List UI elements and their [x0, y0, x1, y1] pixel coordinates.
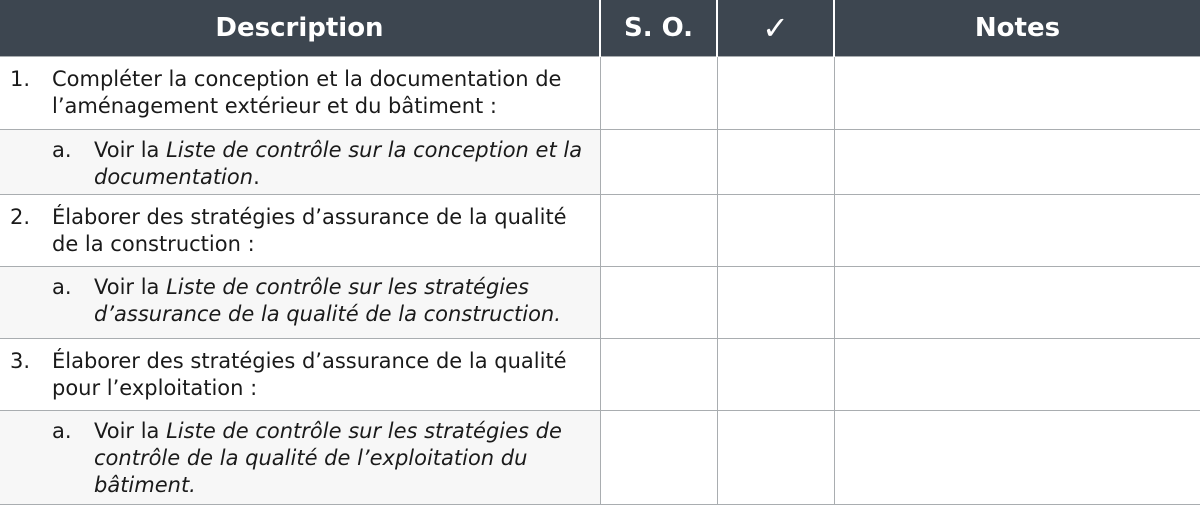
sub-item-prefix: Voir la — [94, 418, 167, 443]
sub-item-text — [94, 267, 600, 328]
column-header-notes: Notes — [834, 0, 1200, 56]
so-cell[interactable] — [600, 194, 717, 266]
description-cell — [0, 194, 600, 266]
table-row — [0, 129, 1200, 194]
checklist-reference-title: Liste de contrôle sur la conception et la documentation — [94, 137, 583, 189]
column-header-so: S. O. — [600, 0, 717, 56]
sub-item-letter: a. — [52, 137, 72, 162]
notes-cell[interactable] — [834, 129, 1200, 194]
column-header-check — [717, 0, 834, 56]
so-cell[interactable] — [600, 410, 717, 504]
sub-item-text — [94, 411, 600, 499]
check-cell[interactable] — [717, 56, 834, 129]
header-row — [0, 0, 1200, 56]
check-cell[interactable] — [717, 338, 834, 410]
check-cell[interactable] — [717, 266, 834, 338]
notes-cell[interactable] — [834, 194, 1200, 266]
sub-item-text — [94, 130, 600, 191]
notes-cell[interactable] — [834, 410, 1200, 504]
checklist-reference-title: Liste de contrôle sur les stratégies de contrôle de la qualité de l’exploitation du bâtiment. — [94, 418, 562, 497]
item-number: 2. — [10, 204, 31, 229]
notes-cell[interactable] — [834, 266, 1200, 338]
table-row — [0, 194, 1200, 266]
sub-item-prefix: Voir la — [94, 137, 167, 162]
description-cell — [0, 338, 600, 410]
item-number: 3. — [10, 348, 31, 373]
check-cell[interactable] — [717, 129, 834, 194]
description-cell — [0, 266, 600, 338]
table-row — [0, 56, 1200, 129]
checkmark-icon: ✓ — [762, 8, 789, 47]
sub-item-suffix: . — [253, 164, 260, 189]
item-text: Élaborer des stratégies d’assurance de la qualité pour l’exploitation : — [52, 348, 567, 400]
description-cell — [0, 410, 600, 504]
description-cell — [0, 129, 600, 194]
description-cell — [0, 56, 600, 129]
so-cell[interactable] — [600, 129, 717, 194]
so-cell[interactable] — [600, 56, 717, 129]
so-cell[interactable] — [600, 338, 717, 410]
sub-item-prefix: Voir la — [94, 274, 167, 299]
table-row — [0, 338, 1200, 410]
check-cell[interactable] — [717, 194, 834, 266]
sub-item-letter: a. — [52, 274, 72, 299]
sub-item-letter: a. — [52, 418, 72, 443]
table-row — [0, 266, 1200, 338]
so-cell[interactable] — [600, 266, 717, 338]
column-header-description: Description — [0, 0, 600, 56]
notes-cell[interactable] — [834, 338, 1200, 410]
table-row — [0, 410, 1200, 504]
item-text: Élaborer des stratégies d’assurance de la qualité de la construction : — [52, 204, 567, 256]
checklist-reference-title: Liste de contrôle sur les stratégies d’assurance de la qualité de la construction. — [94, 274, 561, 326]
item-text: Compléter la conception et la documentation de l’aménagement extérieur et du bâtiment : — [52, 66, 562, 118]
notes-cell[interactable] — [834, 56, 1200, 129]
item-number: 1. — [10, 66, 31, 91]
check-cell[interactable] — [717, 410, 834, 504]
